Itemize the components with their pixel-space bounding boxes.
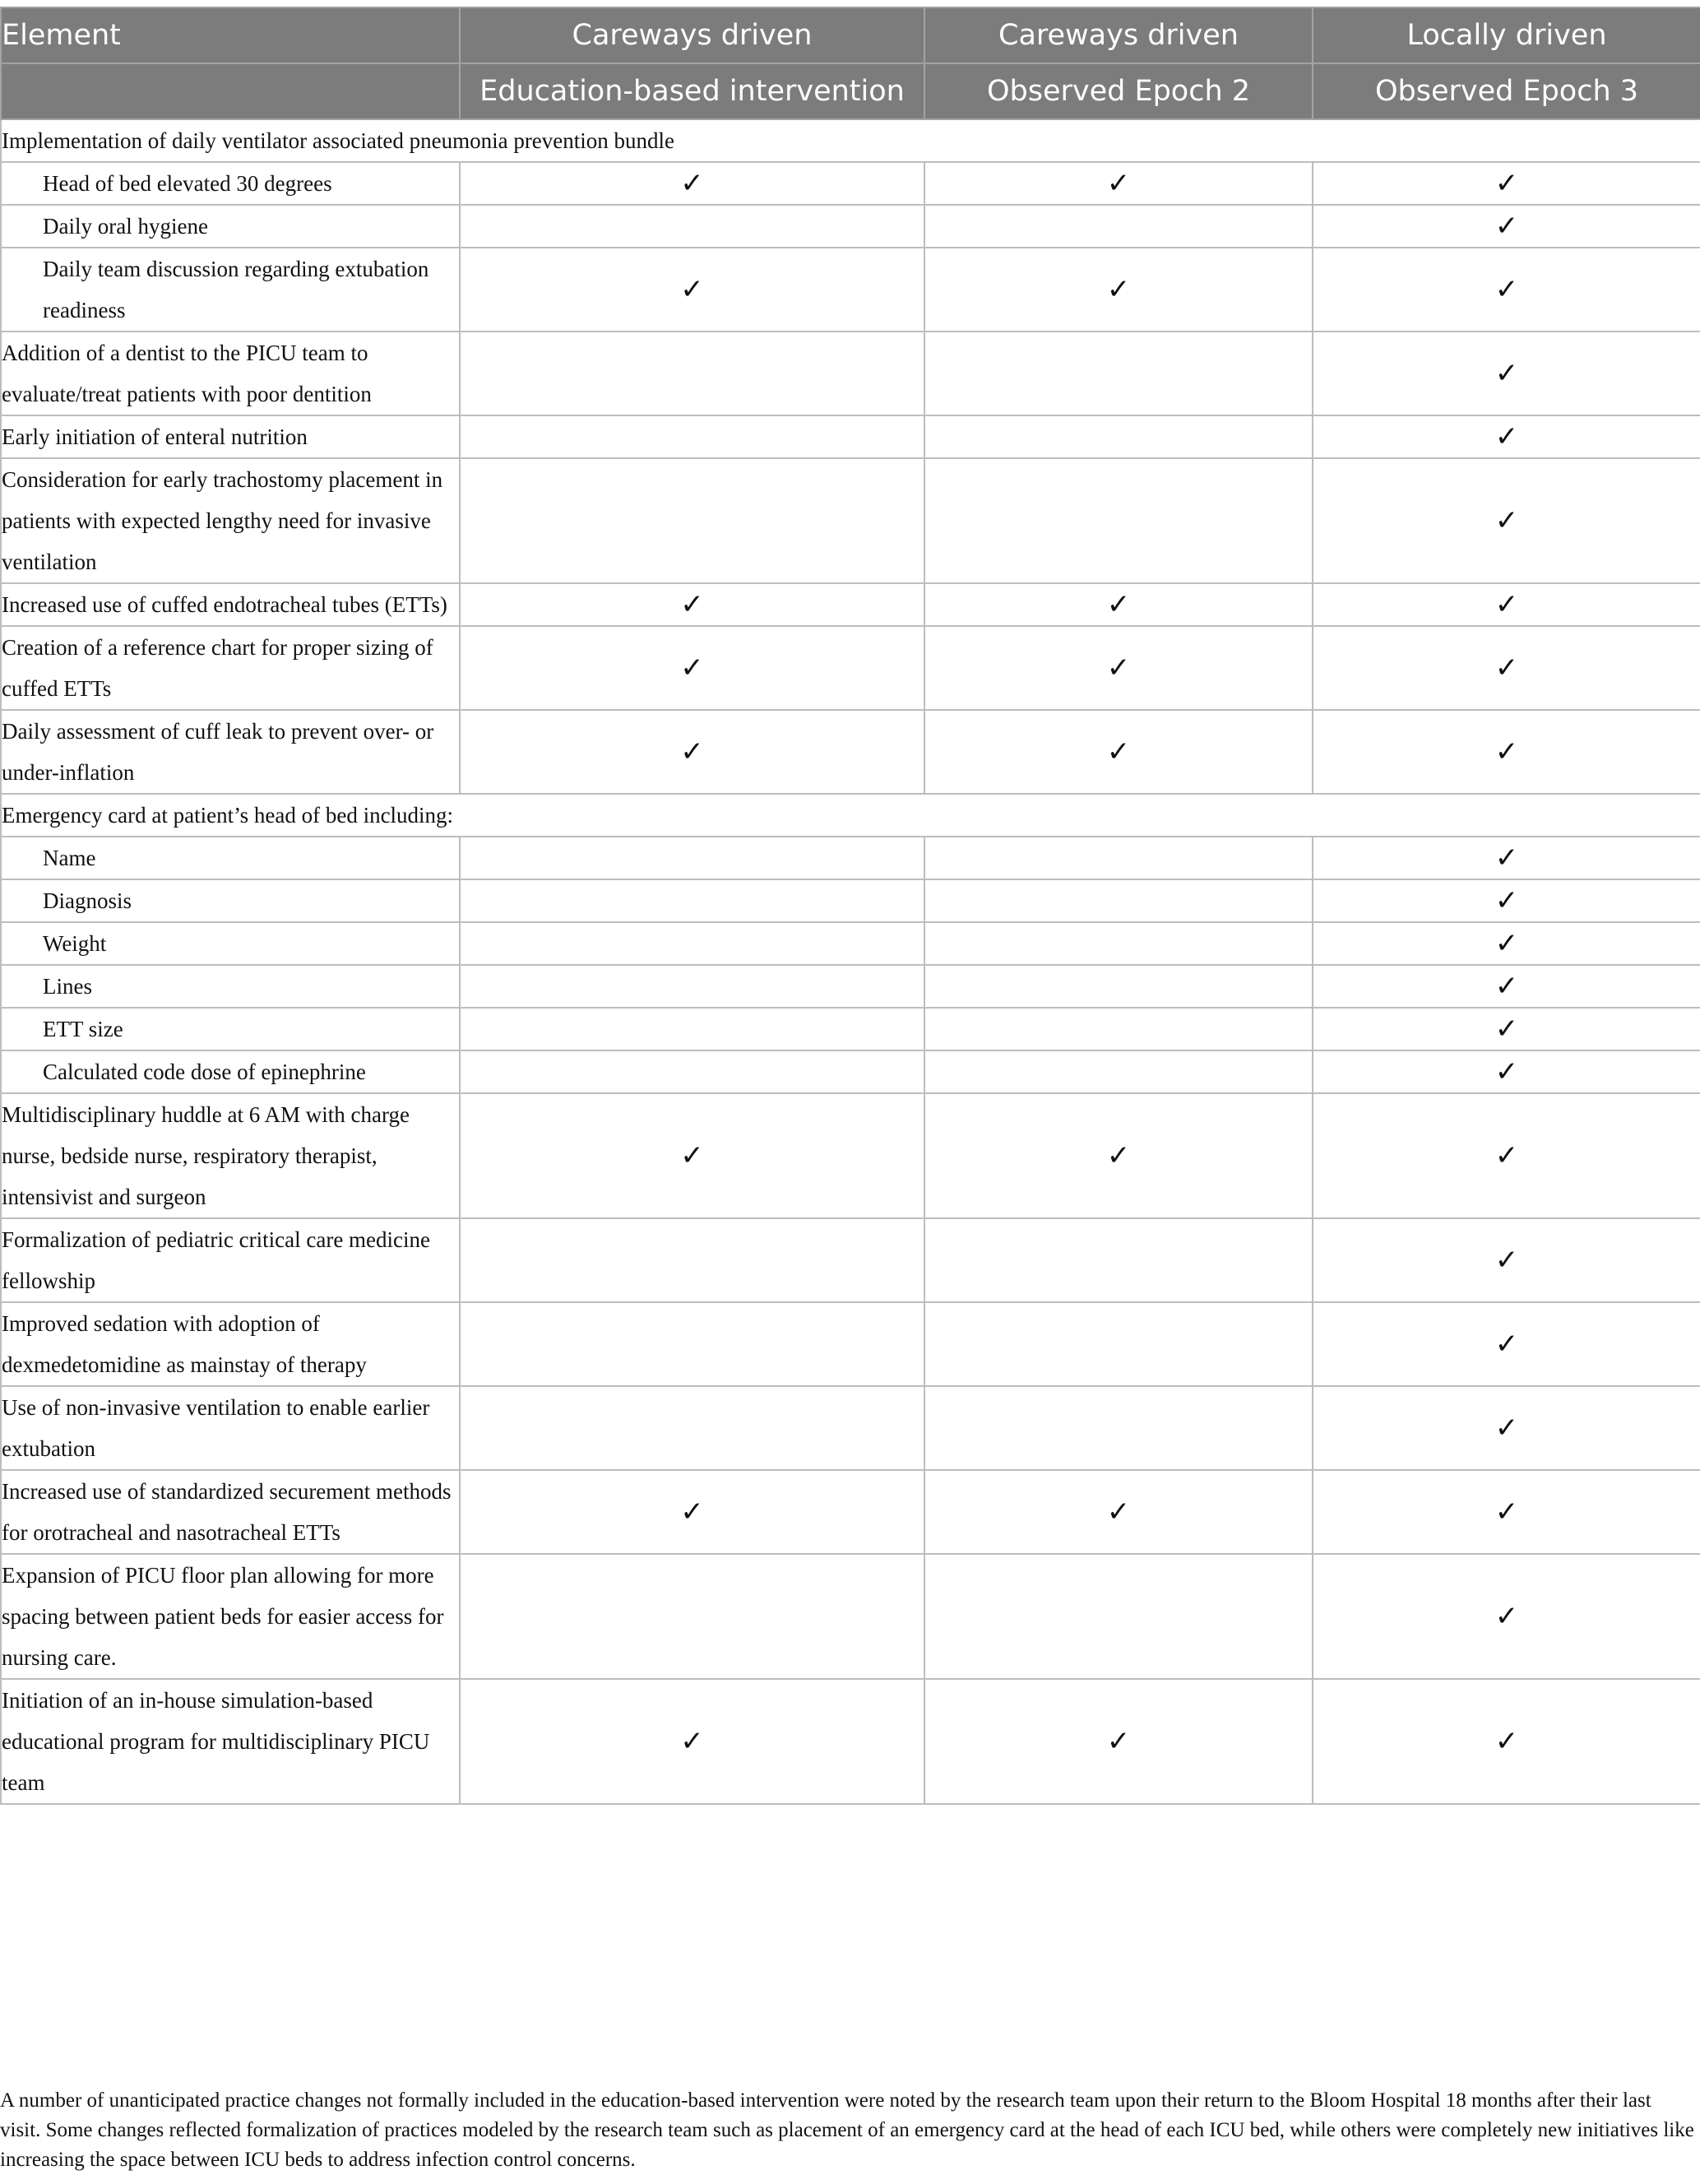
check-cell-col3 — [1313, 922, 1700, 965]
check-mark-icon: ✓ — [1494, 1412, 1519, 1444]
check-cell-col2 — [924, 332, 1313, 415]
check-mark-icon: ✓ — [1494, 1725, 1519, 1758]
check-cell-col3 — [1313, 1679, 1700, 1804]
check-mark-icon: ✓ — [1106, 588, 1131, 621]
check-mark-icon: ✓ — [1494, 1013, 1519, 1046]
section-label: Emergency card at patient’s head of bed including: — [1, 794, 1700, 837]
check-cell-col1 — [460, 1218, 924, 1302]
sub-element-label: Lines — [1, 965, 460, 1008]
check-mark-icon: ✓ — [680, 1139, 704, 1172]
practice-changes-table — [0, 7, 1700, 1805]
element-label: Use of non-invasive ventilation to enable earlier extubation — [1, 1386, 460, 1470]
check-cell-col2 — [924, 922, 1313, 965]
check-cell-col1 — [460, 248, 924, 332]
table-header — [1, 7, 1700, 119]
table-row — [1, 332, 1700, 415]
element-label: Multidisciplinary huddle at 6 AM with charge nurse, bedside nurse, respiratory therapist, intensivist and surgeon — [1, 1093, 460, 1218]
element-label: Addition of a dentist to the PICU team to evaluate/treat patients with poor dentition — [1, 332, 460, 415]
element-label: Consideration for early trachostomy placement in patients with expected lengthy need for invasive ventilation — [1, 458, 460, 583]
check-mark-icon: ✓ — [1494, 273, 1519, 306]
check-mark-icon: ✓ — [680, 735, 704, 768]
sub-element-label: Daily team discussion regarding extubation readiness — [1, 248, 460, 332]
table-row — [1, 1470, 1700, 1554]
check-cell-col1 — [460, 837, 924, 879]
check-cell-col2 — [924, 1093, 1313, 1218]
check-cell-col3 — [1313, 1470, 1700, 1554]
check-cell-col3 — [1313, 1093, 1700, 1218]
table-row — [1, 1008, 1700, 1050]
element-label: Early initiation of enteral nutrition — [1, 415, 460, 458]
check-cell-col1 — [460, 332, 924, 415]
sub-element-label: Diagnosis — [1, 879, 460, 922]
element-label: Creation of a reference chart for proper sizing of cuffed ETTs — [1, 626, 460, 710]
check-cell-col2 — [924, 1470, 1313, 1554]
section-label: Implementation of daily ventilator associated pneumonia prevention bundle — [1, 119, 1700, 162]
check-mark-icon: ✓ — [1494, 588, 1519, 621]
table-row — [1, 583, 1700, 626]
check-cell-col2 — [924, 162, 1313, 205]
table-row — [1, 205, 1700, 248]
table-row — [1, 965, 1700, 1008]
check-mark-icon: ✓ — [680, 1725, 704, 1758]
check-mark-icon: ✓ — [1106, 1139, 1131, 1172]
element-label: Expansion of PICU floor plan allowing for more spacing between patient beds for easier access for nursing care. — [1, 1554, 460, 1679]
header-col1-top: Careways driven — [460, 7, 924, 63]
check-cell-col2 — [924, 1008, 1313, 1050]
table-row — [1, 710, 1700, 794]
check-cell-col1 — [460, 415, 924, 458]
header-row-top — [1, 7, 1700, 63]
table-row — [1, 1302, 1700, 1386]
check-cell-col1 — [460, 1470, 924, 1554]
check-cell-col3 — [1313, 415, 1700, 458]
sub-element-label: ETT size — [1, 1008, 460, 1050]
table-row — [1, 415, 1700, 458]
check-cell-col2 — [924, 879, 1313, 922]
check-cell-col2 — [924, 1302, 1313, 1386]
check-cell-col2 — [924, 710, 1313, 794]
check-cell-col1 — [460, 162, 924, 205]
check-mark-icon: ✓ — [1494, 1139, 1519, 1172]
check-cell-col1 — [460, 1679, 924, 1804]
check-mark-icon: ✓ — [1494, 357, 1519, 390]
check-mark-icon: ✓ — [1494, 420, 1519, 453]
check-cell-col1 — [460, 1050, 924, 1093]
check-mark-icon: ✓ — [1494, 970, 1519, 1003]
check-cell-col1 — [460, 1554, 924, 1679]
check-cell-col3 — [1313, 1302, 1700, 1386]
header-element-blank — [1, 63, 460, 119]
table-row — [1, 837, 1700, 879]
check-mark-icon: ✓ — [680, 651, 704, 684]
table-row — [1, 879, 1700, 922]
sub-element-label: Weight — [1, 922, 460, 965]
check-cell-col2 — [924, 626, 1313, 710]
check-cell-col1 — [460, 583, 924, 626]
check-cell-col3 — [1313, 710, 1700, 794]
table-footnote: A number of unanticipated practice changes not formally included in the education-based intervention were noted by the research team upon their return to the Bloom Hospital 18 months after their last visit. Some changes reflected formalization of practices modeled by the research team such as placement of an emergency card at the head of each ICU bed, while others were completely new initiatives like increasing the space between ICU beds to address infection control concerns. — [0, 2089, 1694, 2171]
check-cell-col3 — [1313, 1008, 1700, 1050]
check-cell-col2 — [924, 1218, 1313, 1302]
check-cell-col1 — [460, 879, 924, 922]
table-row — [1, 1218, 1700, 1302]
check-mark-icon: ✓ — [680, 588, 704, 621]
check-cell-col3 — [1313, 332, 1700, 415]
check-cell-col1 — [460, 458, 924, 583]
check-cell-col2 — [924, 205, 1313, 248]
header-row-bottom — [1, 63, 1700, 119]
header-col3-top: Locally driven — [1313, 7, 1700, 63]
check-mark-icon: ✓ — [1494, 167, 1519, 200]
table-body — [1, 119, 1700, 1804]
check-mark-icon: ✓ — [1494, 210, 1519, 243]
check-mark-icon: ✓ — [1106, 651, 1131, 684]
check-mark-icon: ✓ — [1106, 1725, 1131, 1758]
check-cell-col1 — [460, 626, 924, 710]
check-cell-col1 — [460, 1386, 924, 1470]
table-row — [1, 922, 1700, 965]
check-mark-icon: ✓ — [1106, 1495, 1131, 1528]
check-cell-col1 — [460, 710, 924, 794]
check-mark-icon: ✓ — [1494, 927, 1519, 960]
check-mark-icon: ✓ — [1494, 1495, 1519, 1528]
sub-element-label: Head of bed elevated 30 degrees — [1, 162, 460, 205]
check-cell-col1 — [460, 965, 924, 1008]
check-cell-col3 — [1313, 162, 1700, 205]
header-col2-top: Careways driven — [924, 7, 1313, 63]
table-row — [1, 162, 1700, 205]
check-cell-col3 — [1313, 1218, 1700, 1302]
table-row — [1, 248, 1700, 332]
element-label: Increased use of cuffed endotracheal tubes (ETTs) — [1, 583, 460, 626]
check-mark-icon: ✓ — [680, 1495, 704, 1528]
table-row — [1, 458, 1700, 583]
header-col2-bottom: Observed Epoch 2 — [924, 63, 1313, 119]
table-row — [1, 1386, 1700, 1470]
table-row — [1, 1554, 1700, 1679]
sub-element-label: Daily oral hygiene — [1, 205, 460, 248]
check-cell-col3 — [1313, 1050, 1700, 1093]
element-label: Initiation of an in-house simulation-based educational program for multidisciplinary PICU team — [1, 1679, 460, 1804]
check-cell-col3 — [1313, 583, 1700, 626]
table-row — [1, 1050, 1700, 1093]
check-mark-icon: ✓ — [1494, 884, 1519, 917]
check-cell-col2 — [924, 1386, 1313, 1470]
section-row — [1, 119, 1700, 162]
check-cell-col1 — [460, 1093, 924, 1218]
check-mark-icon: ✓ — [1106, 167, 1131, 200]
check-cell-col3 — [1313, 205, 1700, 248]
check-mark-icon: ✓ — [1106, 735, 1131, 768]
check-cell-col3 — [1313, 248, 1700, 332]
check-cell-col2 — [924, 583, 1313, 626]
check-cell-col2 — [924, 837, 1313, 879]
element-label: Formalization of pediatric critical care medicine fellowship — [1, 1218, 460, 1302]
check-cell-col2 — [924, 248, 1313, 332]
check-mark-icon: ✓ — [1494, 1328, 1519, 1361]
check-mark-icon: ✓ — [680, 273, 704, 306]
check-cell-col3 — [1313, 965, 1700, 1008]
check-cell-col2 — [924, 1679, 1313, 1804]
sub-element-label: Name — [1, 837, 460, 879]
check-mark-icon: ✓ — [1494, 1055, 1519, 1088]
check-mark-icon: ✓ — [1494, 651, 1519, 684]
check-mark-icon: ✓ — [1494, 504, 1519, 537]
check-cell-col1 — [460, 1008, 924, 1050]
check-cell-col1 — [460, 1302, 924, 1386]
check-cell-col3 — [1313, 458, 1700, 583]
check-cell-col3 — [1313, 879, 1700, 922]
element-label: Improved sedation with adoption of dexmedetomidine as mainstay of therapy — [1, 1302, 460, 1386]
table-row — [1, 1679, 1700, 1804]
check-cell-col2 — [924, 415, 1313, 458]
header-element: Element — [1, 7, 460, 63]
sub-element-label: Calculated code dose of epinephrine — [1, 1050, 460, 1093]
check-cell-col3 — [1313, 626, 1700, 710]
element-label: Increased use of standardized securement methods for orotracheal and nasotracheal ETTs — [1, 1470, 460, 1554]
header-col1-bottom: Education-based intervention — [460, 63, 924, 119]
check-mark-icon: ✓ — [1494, 1244, 1519, 1277]
check-mark-icon: ✓ — [680, 167, 704, 200]
check-mark-icon: ✓ — [1494, 842, 1519, 874]
table-row — [1, 1093, 1700, 1218]
header-col3-bottom: Observed Epoch 3 — [1313, 63, 1700, 119]
check-mark-icon: ✓ — [1106, 273, 1131, 306]
check-cell-col2 — [924, 965, 1313, 1008]
element-label: Daily assessment of cuff leak to prevent over- or under-inflation — [1, 710, 460, 794]
check-mark-icon: ✓ — [1494, 1600, 1519, 1633]
check-cell-col2 — [924, 458, 1313, 583]
section-row — [1, 794, 1700, 837]
check-cell-col2 — [924, 1050, 1313, 1093]
check-cell-col3 — [1313, 1554, 1700, 1679]
check-cell-col3 — [1313, 837, 1700, 879]
check-cell-col1 — [460, 205, 924, 248]
check-cell-col1 — [460, 922, 924, 965]
check-mark-icon: ✓ — [1494, 735, 1519, 768]
check-cell-col2 — [924, 1554, 1313, 1679]
check-cell-col3 — [1313, 1386, 1700, 1470]
table-row — [1, 626, 1700, 710]
